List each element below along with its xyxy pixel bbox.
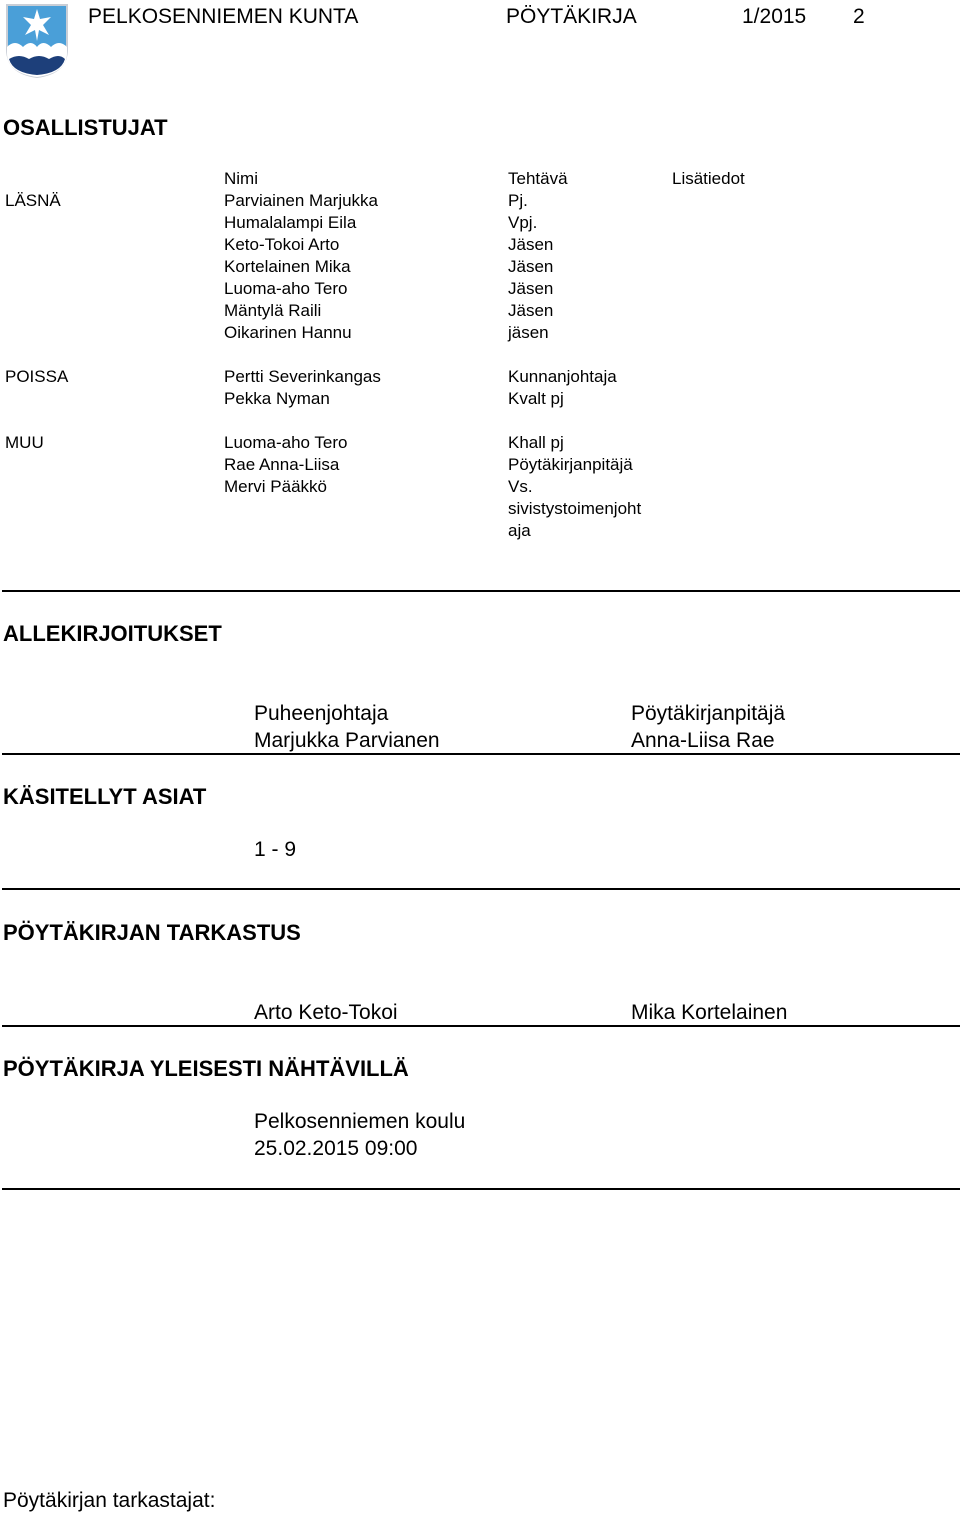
participant-role-continuation: aja [508, 521, 531, 540]
participant-role: Pj. [508, 191, 528, 210]
participant-role-continuation: sivistystoimenjoht [508, 499, 642, 518]
header-municipality: PELKOSENNIEMEN KUNTA [88, 5, 359, 28]
participant-name: Mervi Pääkkö [224, 477, 327, 496]
participant-name: Pekka Nyman [224, 389, 330, 408]
participant-role: Jäsen [508, 301, 554, 320]
participant-name: Keto-Tokoi Arto [224, 235, 340, 254]
participant-name: Pertti Severinkangas [224, 367, 381, 386]
items-range: 1 - 9 [254, 838, 297, 861]
reviewer-name: Mika Kortelainen [631, 1001, 788, 1024]
participant-role: jäsen [508, 323, 549, 342]
participant-role: Kunnanjohtaja [508, 367, 617, 386]
header-document-number: 1/2015 [742, 5, 807, 28]
participant-role: Jäsen [508, 235, 554, 254]
secretary-name: Anna-Liisa Rae [631, 729, 775, 752]
chair-title: Puheenjohtaja [254, 702, 389, 725]
public-display-place: Pelkosenniemen koulu [254, 1110, 466, 1133]
participant-role: Jäsen [508, 279, 554, 298]
group-label-present: LÄSNÄ [5, 191, 61, 210]
chair-name: Marjukka Parvianen [254, 729, 440, 752]
header-page-number: 2 [853, 5, 865, 28]
municipality-coat-of-arms-logo [5, 3, 69, 79]
header-document-type: PÖYTÄKIRJA [506, 5, 637, 28]
column-header-role: Tehtävä [508, 169, 568, 188]
review-title: PÖYTÄKIRJAN TARKASTUS [3, 920, 301, 945]
group-label-other: MUU [5, 433, 44, 452]
signatures-title: ALLEKIRJOITUKSET [3, 621, 222, 646]
participant-role: Vpj. [508, 213, 538, 232]
participant-name: Parviainen Marjukka [224, 191, 379, 210]
participant-role: Khall pj [508, 433, 564, 452]
reviewers-label: Pöytäkirjan tarkastajat: [3, 1489, 216, 1512]
participant-name: Kortelainen Mika [224, 257, 351, 276]
items-title: KÄSITELLYT ASIAT [3, 784, 207, 809]
section-divider [2, 590, 960, 592]
group-label-absent: POISSA [5, 367, 69, 386]
participants-title: OSALLISTUJAT [3, 115, 168, 140]
participant-role: Jäsen [508, 257, 554, 276]
participant-name: Humalalampi Eila [224, 213, 357, 232]
section-divider [2, 1188, 960, 1190]
participant-role: Kvalt pj [508, 389, 564, 408]
section-divider [2, 1025, 960, 1027]
participant-name: Luoma-aho Tero [224, 433, 348, 452]
participant-name: Oikarinen Hannu [224, 323, 352, 342]
secretary-title: Pöytäkirjanpitäjä [631, 702, 786, 725]
reviewer-name: Arto Keto-Tokoi [254, 1001, 398, 1024]
column-header-info: Lisätiedot [672, 169, 745, 188]
participant-name: Mäntylä Raili [224, 301, 322, 320]
public-display-title: PÖYTÄKIRJA YLEISESTI NÄHTÄVILLÄ [3, 1056, 409, 1081]
participant-name: Rae Anna-Liisa [224, 455, 340, 474]
section-divider [2, 753, 960, 755]
public-display-datetime: 25.02.2015 09:00 [254, 1137, 418, 1160]
section-divider [2, 888, 960, 890]
participant-role: Pöytäkirjanpitäjä [508, 455, 633, 474]
participant-role: Vs. [508, 477, 533, 496]
column-header-name: Nimi [224, 169, 258, 188]
participant-name: Luoma-aho Tero [224, 279, 348, 298]
